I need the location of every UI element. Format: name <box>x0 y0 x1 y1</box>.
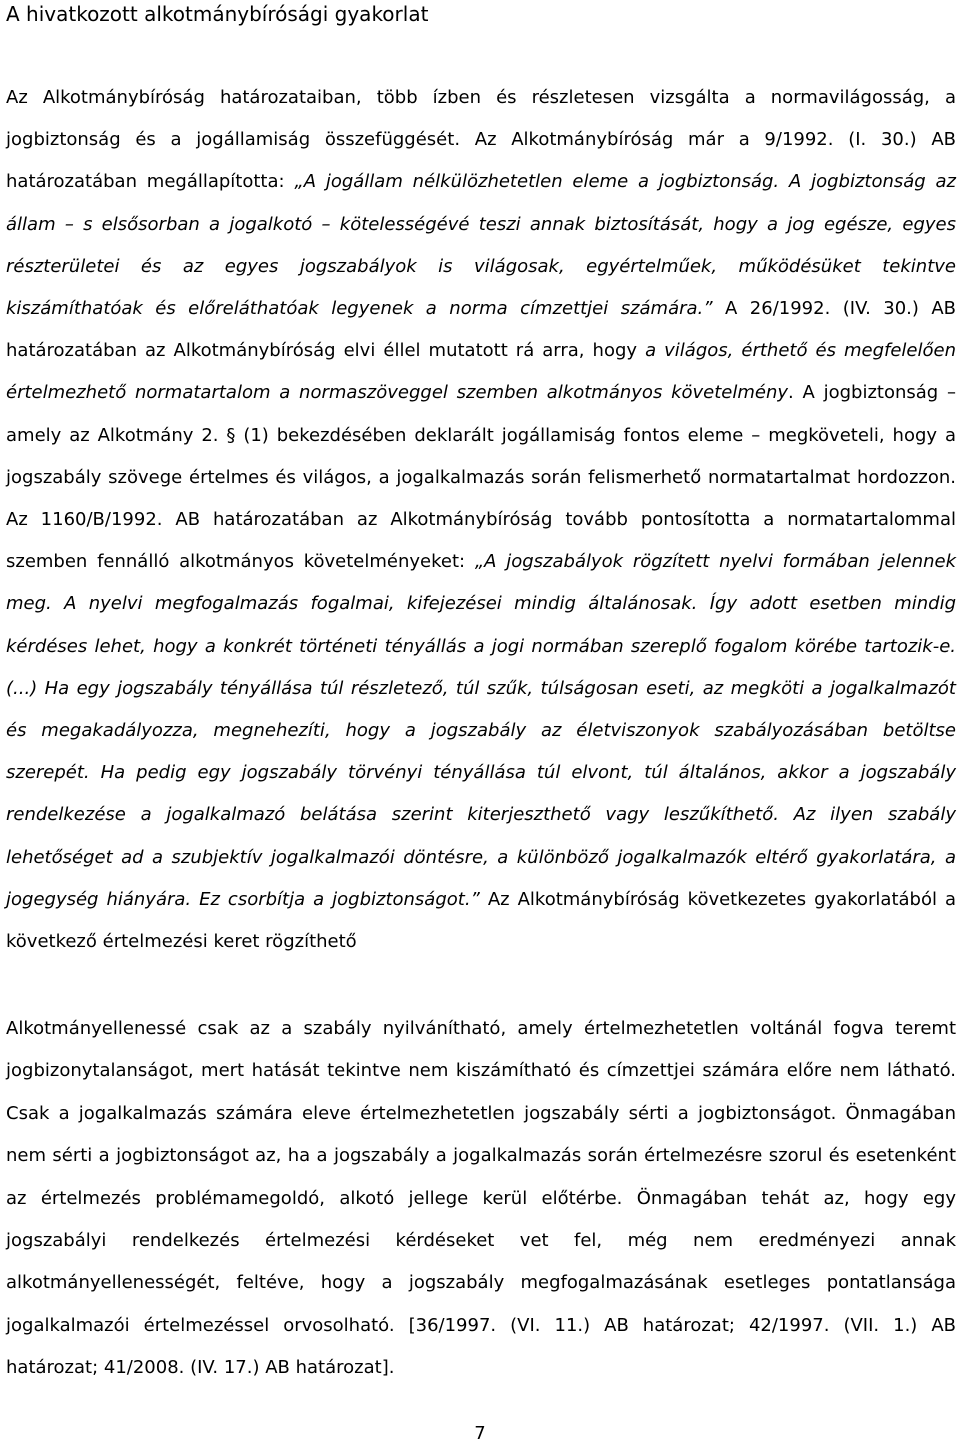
text-run: . A jogbiztonság – amely az Alkotmány 2. § (1) bekezdésében deklarált jogállamiság fontos eleme – megköveteli, hogy a jogszabály szövege értelmes és világos, a jogalkalmazás során felismerhető normatartalmat hordozzon. Az 1160/B/1992. AB határozatában az Alkotmánybíróság tovább pontosította a normatartalommal szemben fennálló alkotmányos követelményeket: <box>6 382 956 573</box>
text-run: Az Alkotmánybíróság határozataiban, több ízben és részletesen vizsgálta a normavilágosság, a jogbiztonság és a jogállamiság összefüggését. Az Alkotmánybíróság már a 9/1992. (I. 30.) AB határozatában megállapította: <box>6 87 956 193</box>
page-number: 7 <box>474 1423 486 1444</box>
quote-run: „A jogállam nélkülözhetetlen eleme a jogbiztonság. A jogbiztonság az állam – s elsősorban a jogalkotó – kötelességévé teszi annak biztosítását, hogy a jog egésze, egyes részterületei és az egyes jogszabályok is világosak, egyértelműek, működésüket tekintve kiszámíthatóak és előreláthatóak legyenek a norma címzettjei számára.” <box>6 171 956 320</box>
quote-run: „A jogszabályok rögzített nyelvi formában jelennek meg. A nyelvi megfogalmazás fogalmai, kifejezései mindig általánosak. Így adott esetben mindig kérdéses lehet, hogy a konkrét történeti tényállás a jogi normában szereplő fogalom körébe tartozik-e. (...) Ha egy jogszabály tényállása túl részletező, túl szűk, túlságosan eseti, az megköti a jogalkalmazót és megakadályozza, megnehezíti, hogy a jogszabály az életviszonyok szabályozásában betöltse szerepét. Ha pedig egy jogszabály törvényi tényállása túl elvont, túl általános, akkor a jogszabály rendelkezése a jogalkalmazó belátása szerint kiterjeszthető vagy leszűkíthető. Az ilyen szabály lehetőséget ad a szubjektív jogalkalmazói döntésre, a különböző jogalkalmazók eltérő gyakorlatára, a jogegység hiányára. Ez csorbítja a jogbiztonságot.” <box>6 551 957 910</box>
section-heading: A hivatkozott alkotmánybírósági gyakorlat <box>6 2 429 26</box>
text-run: A 26/1992. (IV. 30.) AB határozatában az Alkotmánybíróság elvi éllel mutatott rá arra, hogy <box>6 298 956 362</box>
paragraph-interpretive-framework: Alkotmányellenessé csak az a szabály nyilvánítható, amely értelmezhetetlen voltánál fogva teremt jogbizonytalanságot, mert hatását tekintve nem kiszámítható és címzettjei számára előre nem látható. Csak a jogalkalmazás számára eleve értelmezhetetlen jogszabály sérti a jogbiztonságot. Önmagában nem sérti a jogbiztonságot az, ha a jogszabály a jogalkalmazás során értelmezésre szorul és esetenként az értelmezés problémamegoldó, alkotó jellege kerül előtérbe. Önmagában tehát az, hogy egy jogszabályi rendelkezés értelmezési kérdéseket vet fel, még nem eredményezi annak alkotmányellenességét, feltéve, hogy a jogszabály megfogalmazásának esetleges pontatlansága jogalkalmazói értelmezéssel orvosolható. [36/1997. (VI. 11.) AB határozat; 42/1997. (VII. 1.) AB határozat; 41/2008. (IV. 17.) AB határozat]. <box>6 1018 956 1379</box>
text-run: Az Alkotmánybíróság következetes gyakorlatából a következő értelmezési keret rögzíthető <box>6 888 956 953</box>
emphasis-run: a világos, érthető és megfelelően értelmezhető normatartalom a normaszöveggel szemben alkotmányos követelmény <box>6 340 956 404</box>
paragraph-case-law <box>6 77 956 963</box>
